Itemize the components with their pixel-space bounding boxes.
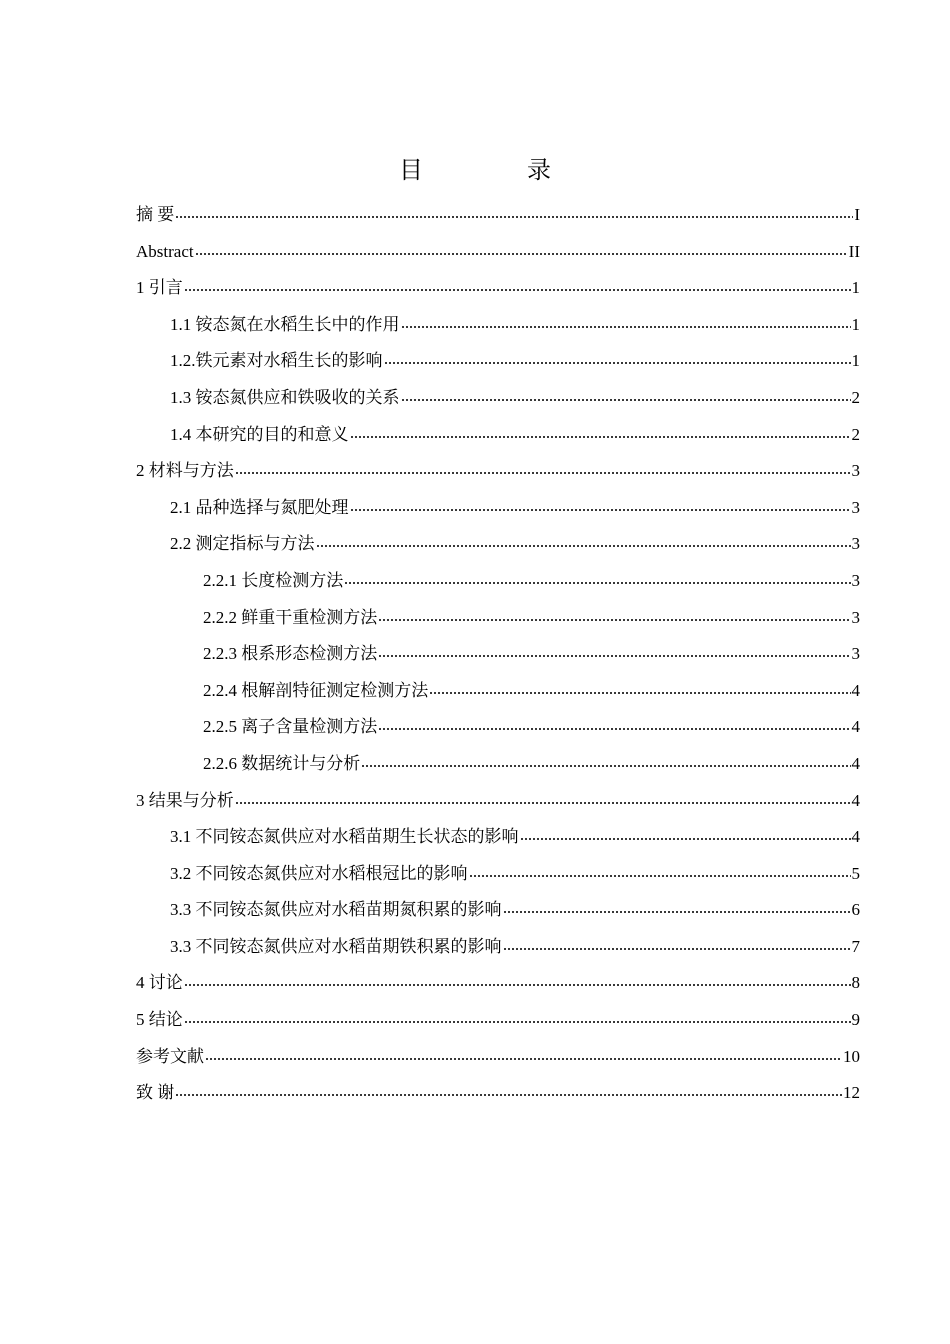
toc-entry-label: 3.2 不同铵态氮供应对水稻根冠比的影响 bbox=[170, 863, 468, 883]
toc-entry-page-number: 2 bbox=[851, 387, 860, 407]
toc-entry[interactable] bbox=[136, 1002, 860, 1039]
toc-entry-label: 3.3 不同铵态氮供应对水稻苗期氮积累的影响 bbox=[170, 900, 502, 920]
toc-entry[interactable] bbox=[136, 746, 860, 783]
toc-entry-label: 1 引言 bbox=[136, 278, 183, 298]
toc-list bbox=[136, 197, 860, 1112]
toc-entry-label: 1.2.铁元素对水稻生长的影响 bbox=[170, 351, 383, 371]
toc-entry[interactable] bbox=[136, 343, 860, 380]
toc-entry-label: 2.2.4 根解剖特征测定检测方法 bbox=[203, 680, 429, 700]
toc-entry[interactable] bbox=[136, 965, 860, 1002]
toc-dot-leader bbox=[378, 715, 850, 735]
toc-entry-page-number: 3 bbox=[851, 461, 860, 481]
toc-entry[interactable] bbox=[136, 234, 860, 271]
toc-dot-leader bbox=[184, 971, 851, 991]
toc-entry-label: 1.4 本研究的目的和意义 bbox=[170, 424, 349, 444]
toc-dot-leader bbox=[235, 789, 851, 809]
toc-entry-label: 2 材料与方法 bbox=[136, 461, 234, 481]
toc-entry[interactable] bbox=[136, 929, 860, 966]
toc-dot-leader bbox=[520, 825, 851, 845]
toc-entry-label: 1.1 铵态氮在水稻生长中的作用 bbox=[170, 314, 400, 334]
toc-dot-leader bbox=[235, 459, 851, 479]
toc-entry-label: 4 讨论 bbox=[136, 973, 183, 993]
toc-dot-leader bbox=[503, 898, 851, 918]
toc-entry-page-number: 3 bbox=[851, 607, 860, 627]
toc-entry-page-number: 1 bbox=[851, 314, 860, 334]
toc-entry-label: 2.1 品种选择与氮肥处理 bbox=[170, 497, 349, 517]
toc-entry-page-number: I bbox=[854, 205, 860, 224]
toc-entry-page-number: 8 bbox=[851, 973, 860, 993]
toc-dot-leader bbox=[350, 496, 851, 516]
toc-entry[interactable] bbox=[136, 636, 860, 673]
toc-entry[interactable] bbox=[136, 380, 860, 417]
toc-entry-page-number: 3 bbox=[851, 497, 860, 517]
toc-entry[interactable] bbox=[136, 197, 860, 234]
toc-entry-page-number: II bbox=[848, 241, 860, 261]
toc-entry[interactable] bbox=[136, 307, 860, 344]
toc-entry-page-number: 4 bbox=[851, 753, 860, 773]
toc-entry-label: 2.2.3 根系形态检测方法 bbox=[203, 644, 378, 664]
toc-entry-label: 3.1 不同铵态氮供应对水稻苗期生长状态的影响 bbox=[170, 827, 519, 847]
toc-entry[interactable] bbox=[136, 783, 860, 820]
toc-entry[interactable] bbox=[136, 270, 860, 307]
toc-dot-leader bbox=[378, 606, 850, 626]
toc-entry[interactable] bbox=[136, 563, 860, 600]
toc-dot-leader bbox=[378, 642, 850, 662]
toc-dot-leader bbox=[344, 569, 850, 589]
toc-entry[interactable] bbox=[136, 417, 860, 454]
toc-entry[interactable] bbox=[136, 709, 860, 746]
toc-entry-label: 2.2.1 长度检测方法 bbox=[203, 570, 344, 590]
toc-dot-leader bbox=[175, 203, 853, 223]
toc-entry-page-number: 4 bbox=[851, 680, 860, 700]
toc-entry-label: 3.3 不同铵态氮供应对水稻苗期铁积累的影响 bbox=[170, 936, 502, 956]
toc-entry-label: 参考文献 bbox=[136, 1046, 204, 1066]
toc-entry-label: Abstract bbox=[136, 241, 194, 261]
toc-dot-leader bbox=[361, 752, 850, 772]
toc-entry[interactable] bbox=[136, 526, 860, 563]
toc-dot-leader bbox=[184, 276, 851, 296]
toc-entry-label: 2.2.2 鲜重干重检测方法 bbox=[203, 607, 378, 627]
toc-entry-page-number: 1 bbox=[851, 351, 860, 371]
toc-entry-page-number: 4 bbox=[851, 827, 860, 847]
toc-entry-label: 3 结果与分析 bbox=[136, 790, 234, 810]
toc-entry-page-number: 6 bbox=[851, 900, 860, 920]
toc-dot-leader bbox=[350, 423, 851, 443]
toc-dot-leader bbox=[316, 532, 851, 552]
toc-entry-label: 1.3 铵态氮供应和铁吸收的关系 bbox=[170, 387, 400, 407]
toc-entry-label: 摘 要 bbox=[136, 205, 175, 224]
toc-dot-leader bbox=[401, 386, 851, 406]
toc-entry[interactable] bbox=[136, 600, 860, 637]
toc-dot-leader bbox=[429, 679, 850, 699]
toc-dot-leader bbox=[503, 935, 851, 955]
toc-entry-page-number: 12 bbox=[843, 1083, 860, 1103]
toc-dot-leader bbox=[384, 349, 851, 369]
toc-dot-leader bbox=[195, 240, 848, 260]
toc-dot-leader bbox=[205, 1045, 842, 1065]
toc-dot-leader bbox=[175, 1081, 842, 1101]
toc-entry-page-number: 4 bbox=[851, 717, 860, 737]
toc-entry[interactable] bbox=[136, 819, 860, 856]
toc-entry-label: 2.2.5 离子含量检测方法 bbox=[203, 717, 378, 737]
toc-entry[interactable] bbox=[136, 490, 860, 527]
toc-dot-leader bbox=[184, 1008, 851, 1028]
toc-entry[interactable] bbox=[136, 673, 860, 710]
toc-entry[interactable] bbox=[136, 1075, 860, 1112]
toc-entry-label: 致 谢 bbox=[136, 1083, 175, 1103]
toc-entry-page-number: 5 bbox=[851, 863, 860, 883]
toc-entry[interactable] bbox=[136, 892, 860, 929]
toc-entry-label: 2.2 测定指标与方法 bbox=[170, 534, 315, 554]
toc-entry-page-number: 3 bbox=[851, 570, 860, 590]
toc-entry-page-number: 4 bbox=[851, 790, 860, 810]
toc-entry[interactable] bbox=[136, 856, 860, 893]
toc-entry-page-number: 7 bbox=[851, 936, 860, 956]
toc-entry-page-number: 3 bbox=[851, 534, 860, 554]
toc-entry-label: 2.2.6 数据统计与分析 bbox=[203, 753, 361, 773]
toc-entry[interactable] bbox=[136, 1039, 860, 1076]
toc-entry[interactable] bbox=[136, 453, 860, 490]
toc-entry-page-number: 9 bbox=[851, 1010, 860, 1030]
toc-dot-leader bbox=[401, 313, 851, 333]
toc-entry-page-number: 3 bbox=[851, 644, 860, 664]
toc-entry-page-number: 2 bbox=[851, 424, 860, 444]
toc-dot-leader bbox=[469, 862, 851, 882]
toc-title: 目 录 bbox=[399, 156, 591, 184]
toc-entry-page-number: 10 bbox=[843, 1046, 860, 1066]
toc-entry-page-number: 1 bbox=[851, 278, 860, 298]
toc-entry-label: 5 结论 bbox=[136, 1010, 183, 1030]
